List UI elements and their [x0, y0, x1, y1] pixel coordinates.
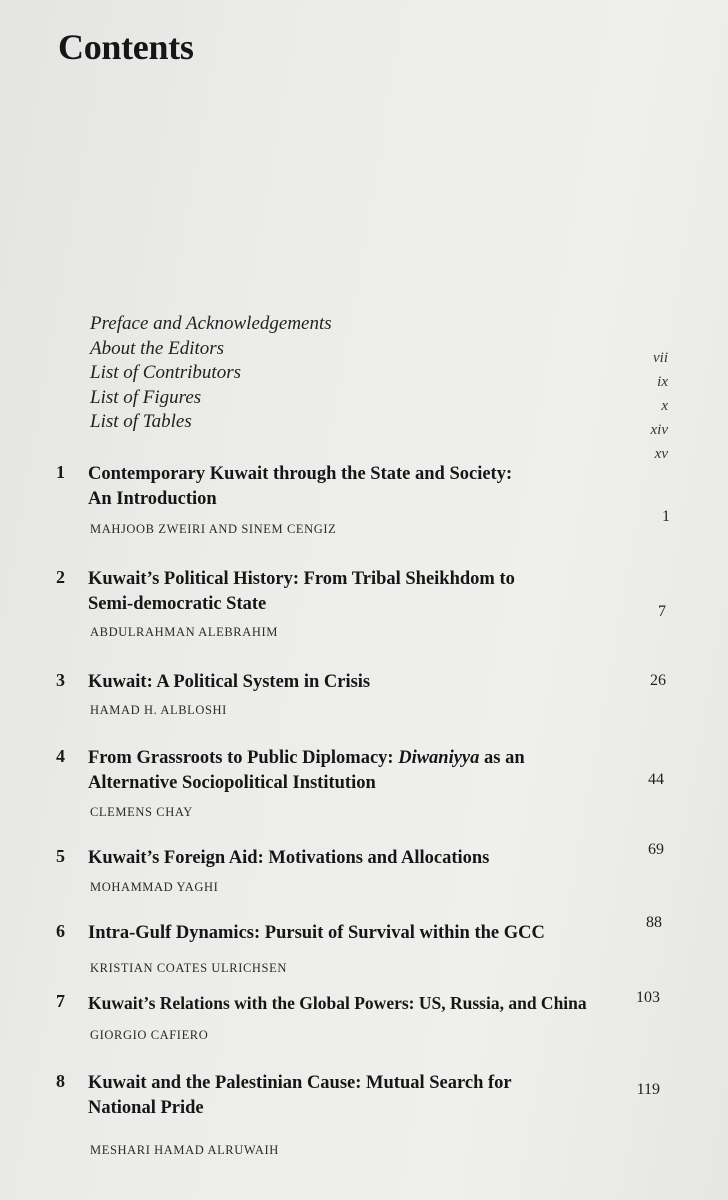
- chapter-title-line: National Pride: [88, 1098, 204, 1118]
- chapter-title-line: Intra-Gulf Dynamics: Pursuit of Survival within the GCC: [88, 923, 545, 943]
- front-matter-page: xv: [654, 446, 668, 462]
- chapter-title-italic: Diwaniyya: [398, 748, 480, 768]
- chapter-author: GIORGIO CAFIERO: [90, 1028, 209, 1042]
- chapter-author: ABDULRAHMAN ALEBRAHIM: [90, 625, 278, 639]
- chapter-number: 8: [56, 1071, 65, 1091]
- chapter-title[interactable]: [88, 567, 515, 617]
- chapter-author: MESHARI HAMAD ALRUWAIH: [90, 1143, 279, 1157]
- chapter-number: 7: [56, 991, 65, 1011]
- chapter-number: 2: [56, 567, 65, 587]
- chapter-page: 69: [648, 841, 664, 858]
- front-matter-item[interactable]: List of Contributors: [90, 362, 241, 383]
- chapter-title-line: Kuwait’s Relations with the Global Powers: US, Russia, and China: [88, 993, 587, 1013]
- chapter-page: 7: [658, 603, 666, 620]
- page-title: Contents: [58, 27, 194, 67]
- chapter-title-line: Alternative Sociopolitical Institution: [88, 773, 376, 793]
- front-matter-item[interactable]: About the Editors: [90, 337, 225, 359]
- front-matter-list: [90, 312, 332, 435]
- chapter-title[interactable]: [88, 462, 512, 512]
- chapter-page: 103: [636, 989, 660, 1006]
- chapter-title-text: as an: [479, 748, 525, 768]
- front-matter-page: vii: [653, 350, 668, 366]
- chapter-title[interactable]: [88, 1071, 512, 1121]
- chapter-author: KRISTIAN COATES ULRICHSEN: [90, 961, 287, 975]
- chapter-author: CLEMENS CHAY: [90, 805, 193, 819]
- front-matter-page-numbers: [651, 346, 668, 466]
- chapter-page: 1: [662, 508, 670, 525]
- front-matter-item[interactable]: List of Figures: [90, 386, 202, 408]
- chapter-author: MOHAMMAD YAGHI: [90, 880, 219, 894]
- chapter-title-line: Kuwait’s Political History: From Tribal Sheikhdom to: [88, 569, 515, 589]
- chapter-page: 44: [648, 771, 664, 788]
- chapter-title-line: Kuwait and the Palestinian Cause: Mutual Search for: [88, 1073, 512, 1093]
- chapter-number: 3: [56, 670, 65, 690]
- chapter-number: 6: [56, 921, 65, 941]
- chapter-title-line: [88, 746, 525, 771]
- chapter-title-text: From Grassroots to Public Diplomacy:: [88, 748, 399, 768]
- chapter-number: 4: [56, 746, 65, 766]
- chapter-number: 1: [56, 462, 65, 482]
- front-matter-page: x: [661, 398, 668, 414]
- front-matter-page: ix: [657, 374, 668, 390]
- chapter-title[interactable]: [88, 670, 370, 695]
- chapter-number: 5: [56, 846, 65, 866]
- front-matter-page: xiv: [650, 422, 668, 438]
- front-matter-item[interactable]: Preface and Acknowledgements: [90, 313, 332, 334]
- chapter-title-line: Semi-democratic State: [88, 594, 267, 614]
- chapter-page: 119: [636, 1081, 660, 1098]
- chapter-title[interactable]: [88, 846, 489, 871]
- chapter-page: 88: [646, 914, 662, 931]
- chapter-title[interactable]: [88, 921, 545, 946]
- chapter-title-line: An Introduction: [88, 489, 217, 509]
- chapter-author: MAHJOOB ZWEIRI AND SINEM CENGIZ: [90, 522, 337, 536]
- chapter-page: 26: [650, 672, 666, 689]
- chapter-author: HAMAD H. ALBLOSHI: [90, 703, 227, 717]
- front-matter-item[interactable]: List of Tables: [90, 411, 192, 432]
- chapter-title-line: Contemporary Kuwait through the State and Society:: [88, 464, 513, 484]
- chapter-title[interactable]: [88, 991, 587, 1016]
- chapter-title-line: Kuwait: A Political System in Crisis: [88, 672, 371, 692]
- chapter-title-line: Kuwait’s Foreign Aid: Motivations and Allocations: [88, 848, 490, 868]
- chapter-title[interactable]: [88, 746, 525, 796]
